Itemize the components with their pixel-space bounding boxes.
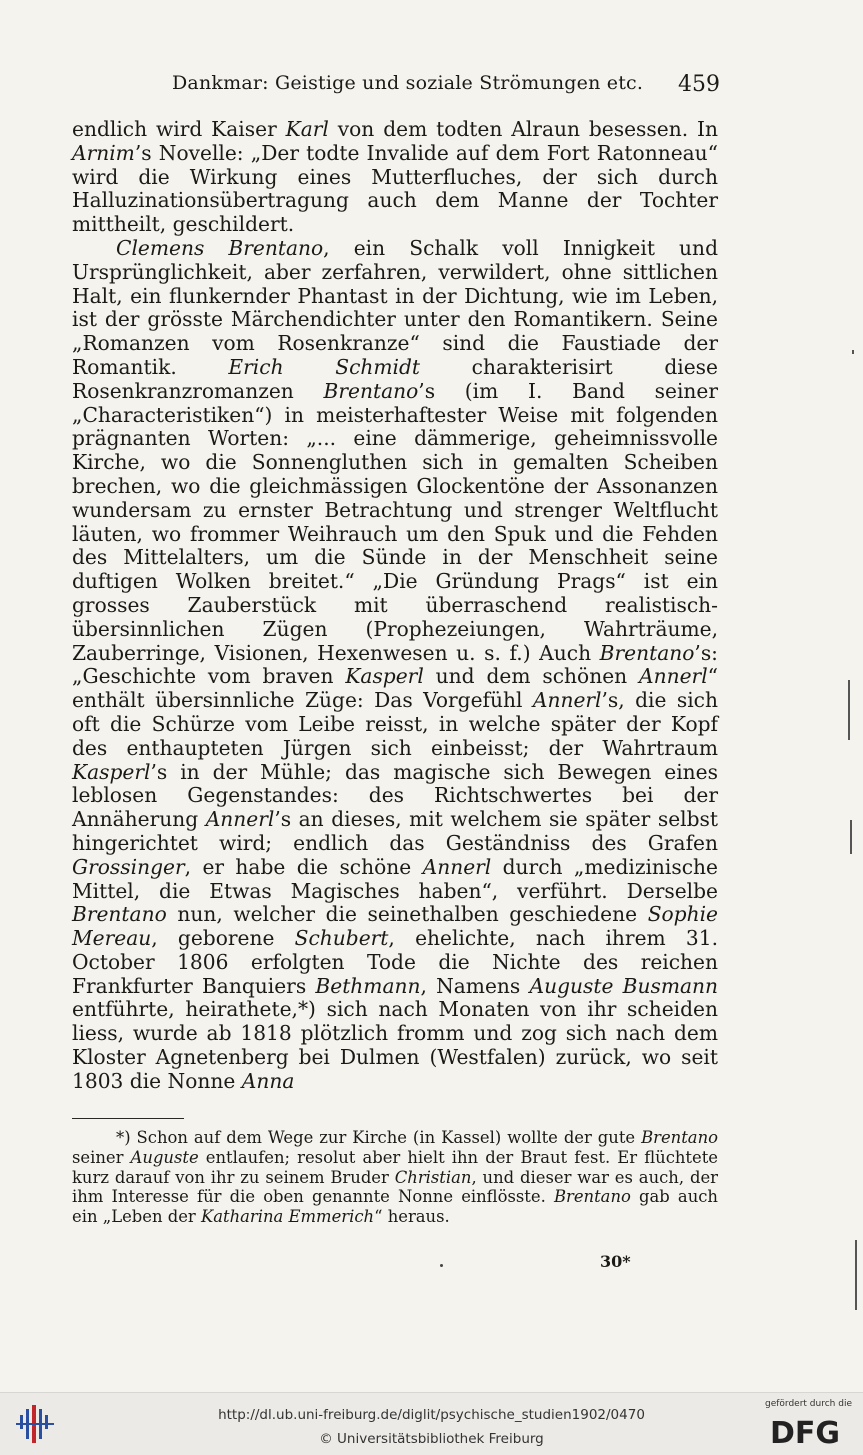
name-kasperl: Kasperl [345, 664, 424, 689]
copyright-text: © Universitätsbibliothek Freiburg [319, 1431, 544, 1447]
page-number: 459 [678, 72, 720, 97]
text-run: “ enthält übersinnliche Züge: Das Vorgefühl [72, 664, 718, 713]
text-run: gab auch ein „Leben der [72, 1187, 718, 1227]
name-christian: Christian [394, 1167, 472, 1187]
text-run: ’s Novelle: „Der todte Invalide auf dem Fort Ratonneau“ wird die Wirkung eines Mutterfluches, der sich durch Halluzinationsübertragung auch dem Manne der Tochter mittheilt, geschildert. [72, 140, 718, 237]
scan-edge-mark [855, 1240, 857, 1310]
footnote [72, 1128, 718, 1227]
dfg-caption: gefördert durch die [765, 1399, 852, 1409]
name-clemens-brentano: Clemens Brentano [116, 235, 324, 260]
text-run: , ehelichte, nach ihrem 31. October 1806 erfolgten Tode die Nichte des reichen Frankfurter Banquiers [72, 926, 718, 998]
name-schubert: Schubert [294, 926, 389, 951]
text-run: endlich wird Kaiser [72, 117, 286, 141]
text-run: von dem todten Alraun besessen. In [328, 117, 719, 141]
text-run: charakterisirt diese Rosenkranzromanzen [72, 354, 718, 403]
name-auguste: Auguste [130, 1147, 199, 1167]
page-header [72, 66, 720, 102]
name-annerl: Annerl [422, 854, 492, 879]
name-anna: Anna [241, 1068, 295, 1093]
running-head: Dankmar: Geistige und soziale Strömungen etc. [172, 72, 644, 94]
text-run: entlaufen; resolut aber hielt ihn der Braut fest. Er flüchtete kurz darauf von ihr zu seinem Bruder [72, 1147, 718, 1187]
text-run: , er habe die schöne [184, 854, 423, 879]
text-run: , und dieser war es auch, der ihm Interesse für die oben genannte Nonne einflösste. [72, 1167, 718, 1207]
text-run: *) Schon auf dem Wege zur Kirche (in Kassel) wollte der gute [116, 1128, 642, 1147]
name-brentano: Brentano [72, 902, 167, 927]
name-annerl: Annerl [639, 664, 708, 689]
text-run: , ein Schalk voll Innigkeit und Ursprünglichkeit, aber zerfahren, verwildert, ohne sittlichen Halt, ein flunkernder Phantast in der Dichtung, wie im Leben, ist der grösste Märchendichter unter den Romantikern. Seine „Romanzen vom Rosenkranze“ sind die Faustiade der Romantik. [72, 235, 718, 379]
text-run: , Namens [420, 973, 530, 998]
footnote-rule [72, 1118, 184, 1119]
signature-mark: 30* [600, 1252, 631, 1271]
text-run: ’s, die sich oft die Schürze vom Leibe reisst, in welche später der Kopf des enthaupteten Jürgen sich einbeisst; der Wahrtraum [72, 688, 718, 760]
text-run: entführte, heirathete,*) sich nach Monaten von ihr scheiden liess, wurde ab 1818 plötzlich fromm und zog sich nach dem Kloster Agnetenberg bei Dulmen (Westfalen) zurück, wo seit 1803 die Nonne [72, 997, 718, 1093]
name-brentano: Brentano [553, 1187, 631, 1207]
dfg-logo[interactable] [755, 1397, 855, 1451]
dfg-logo-text: DFG [769, 1416, 841, 1451]
name-annerl: Annerl [532, 688, 602, 713]
text-run: nun, welcher die seinethalben geschiedene [166, 902, 648, 927]
name-arnim: Arnim [72, 140, 135, 165]
name-katharina-emmerich: Katharina Emmerich [200, 1207, 375, 1227]
name-bethmann: Bethmann [315, 973, 421, 998]
paragraph-2 [72, 237, 718, 1094]
name-kasperl: Kasperl [72, 759, 151, 784]
name-karl: Karl [285, 117, 329, 141]
name-auguste-busmann: Auguste Busmann [529, 973, 718, 998]
text-run: durch „medizinische Mittel, die Etwas Magisches haben“, verführt. Derselbe [72, 854, 719, 903]
text-run: , geborene [151, 926, 295, 951]
name-erich-schmidt: Erich Schmidt [228, 354, 421, 379]
text-run: ’s (im I. Band seiner „Characteristiken“) in meisterhaftester Weise mit folgenden prägnanten Worten: „... eine dämmerige, geheimnissvolle Kirche, wo die Sonnengluthen sich in gemalten Scheiben brechen, wo die gleichmässigen Glockentöne der Assonanzen wundersam zu ernster Betrachtung und strenger Weltflucht läuten, wo frommer Weihrauch um den Spuk und die Fehden des Mittelalters, um die Sünde in der Menschheit seine duftigen Wolken breitet.“ „Die Gründung Prags“ ist ein grosses Zauberstück mit überraschend realistisch-übersinnlichen Zügen (Prophezeiungen, Wahrträume, Zauberringe, Visionen, Hexenwesen u. s. f.) Auch [72, 378, 718, 665]
text-run: seiner [72, 1147, 131, 1167]
text-run: ’s an dieses, mit welchem sie später selbst hingerichtet wird; endlich das Geständniss des Grafen [72, 807, 719, 855]
text-run: ’s in der Mühle; das magische sich Bewegen eines leblosen Gegenstandes: des Richtschwertes bei der Annäherung [72, 759, 718, 832]
name-brentano: Brentano [599, 640, 695, 665]
name-brentano: Brentano [641, 1128, 718, 1147]
text-run: ’s: „Geschichte vom braven [72, 640, 718, 689]
scan-edge-mark [850, 820, 852, 854]
paragraph-1 [72, 118, 718, 237]
text-run: und dem schönen [423, 664, 640, 689]
text-run: “ heraus. [374, 1207, 450, 1227]
body-text [72, 118, 718, 1094]
name-brentano: Brentano [323, 378, 419, 403]
name-sophie-mereau: Sophie Mereau [72, 902, 718, 951]
name-annerl: Annerl [205, 807, 275, 832]
scan-edge-mark [848, 680, 850, 740]
scan-speck [440, 1264, 443, 1267]
footnote-paragraph [72, 1128, 718, 1227]
name-grossinger: Grossinger [72, 854, 185, 879]
viewer-footer [0, 1392, 863, 1455]
scan-edge-mark [852, 350, 854, 354]
page-url-link[interactable]: http://dl.ub.uni-freiburg.de/diglit/psychische_studien1902/0470 [218, 1407, 645, 1423]
